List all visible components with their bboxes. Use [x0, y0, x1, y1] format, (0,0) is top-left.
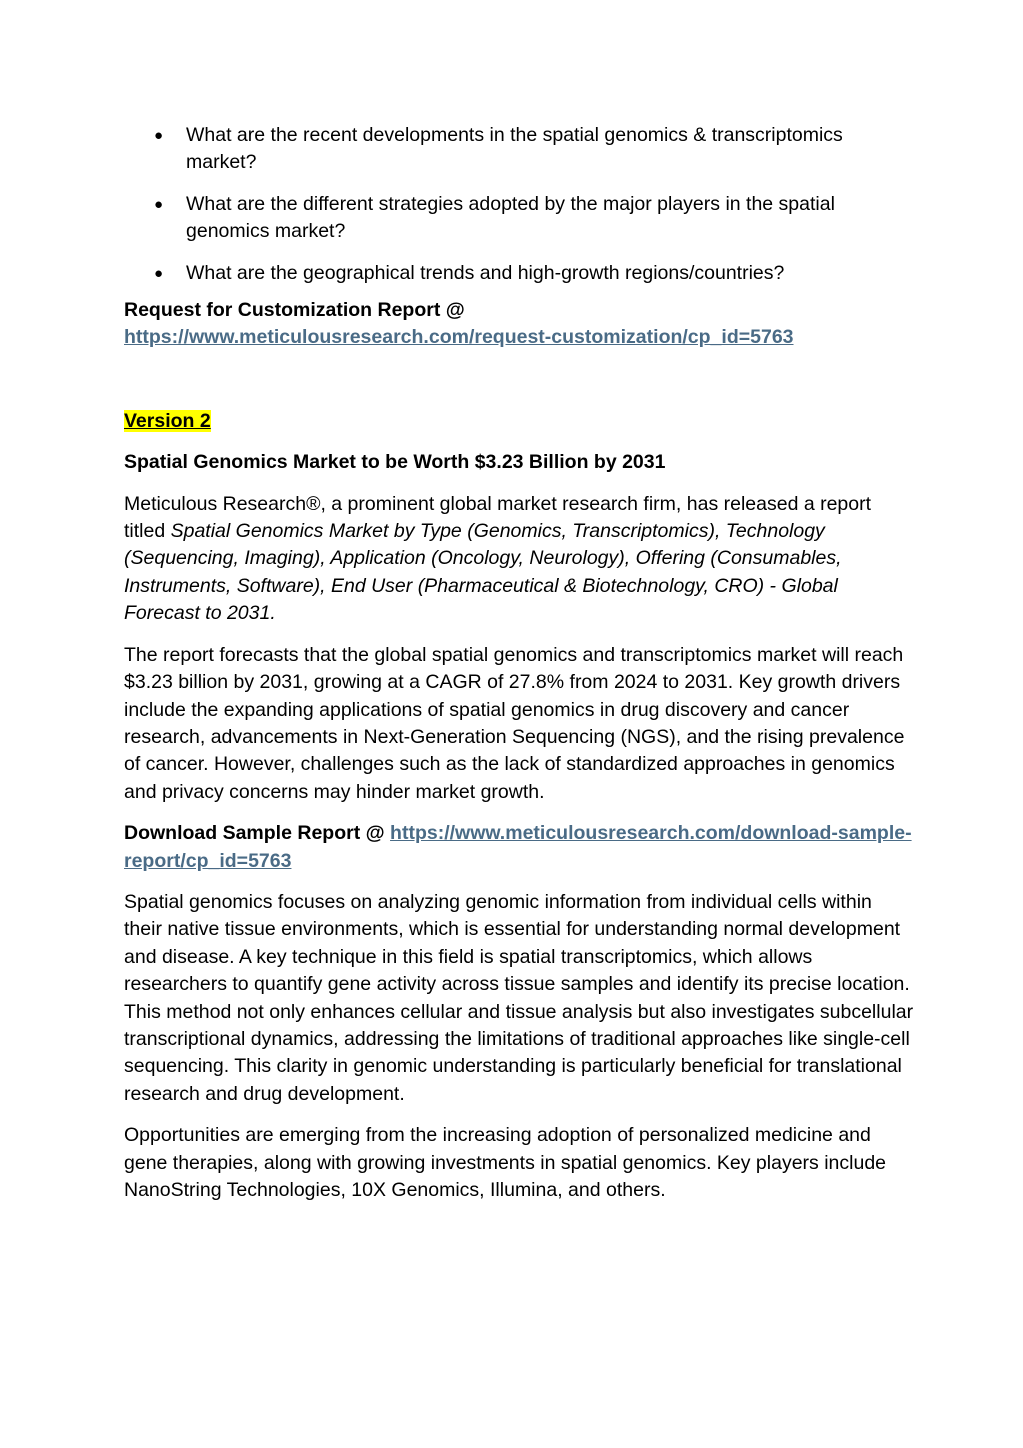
list-item [124, 191, 914, 246]
opportunities-paragraph: Opportunities are emerging from the increasing adoption of personalized medicine and gene therapies, along with growing investments in spatial genomics. Key players include NanoString Technologies, 10X Genomics, Illumina, and others. [124, 1124, 887, 1201]
version-block [124, 408, 914, 435]
sample-block [124, 820, 914, 875]
report-title: Spatial Genomics Market by Type (Genomics, Transcriptomics), Technology (Sequencing, Imaging), Application (Oncology, Neurology), Offering (Consumables, Instruments, Software), End User (Pharmaceutical & Biotechnology, CRO) - Global Forecast to 2031. [124, 520, 842, 625]
bullet-text: What are the different strategies adopted by the major players in the spatial genomics market? [186, 192, 835, 243]
intro-lead: Meticulous Research®, a prominent global market research firm, has released a report titled [124, 492, 872, 543]
customization-label: Request for Customization Report @ [124, 299, 465, 322]
document-body [124, 122, 914, 1218]
list-item [124, 260, 914, 287]
bullet-text: What are the recent developments in the spatial genomics & transcriptomics market? [186, 124, 843, 174]
bullet-text: What are the geographical trends and high-growth regions/countries? [186, 261, 785, 284]
sample-link[interactable]: https://www.meticulousresearch.com/download-sample-report/cp_id=5763 [124, 822, 912, 872]
customization-block [124, 297, 914, 352]
question-list [124, 122, 914, 287]
forecast-paragraph: The report forecasts that the global spatial genomics and transcriptomics market will reach $3.23 billion by 2031, growing at a CAGR of 27.8% from 2024 to 2031. Key growth drivers include the expanding applications of spatial genomics in drug discovery and cancer research, advancements in Next-Generation Sequencing (NGS), and the rising prevalence of cancer. However, challenges such as the lack of standardized approaches in genomics and privacy concerns may hinder market growth. [124, 643, 905, 803]
spatial-paragraph: Spatial genomics focuses on analyzing genomic information from individual cells within their native tissue environments, which is essential for understanding normal development and disease. A key technique in this field is spatial transcriptomics, which allows researchers to quantify gene activity across tissue samples and identify its precise location. This method not only enhances cellular and tissue analysis but also investigates subcellular transcriptional dynamics, addressing the limitations of traditional approaches like single-cell sequencing. This clarity in genomic understanding is particularly beneficial for translational research and drug development. [124, 890, 914, 1105]
bullet-icon: ● [154, 264, 164, 282]
bullet-icon: ● [154, 127, 164, 144]
bullet-icon: ● [154, 195, 164, 213]
headline: Spatial Genomics Market to be Worth $3.23 Billion by 2031 [124, 451, 666, 474]
intro-paragraph [124, 491, 914, 628]
spacer [124, 366, 914, 408]
version-label: Version 2 [124, 409, 211, 432]
sample-label: Download Sample Report @ [124, 822, 391, 845]
customization-link[interactable]: https://www.meticulousresearch.com/request-customization/cp_id=5763 [124, 326, 794, 349]
list-item [124, 122, 914, 177]
